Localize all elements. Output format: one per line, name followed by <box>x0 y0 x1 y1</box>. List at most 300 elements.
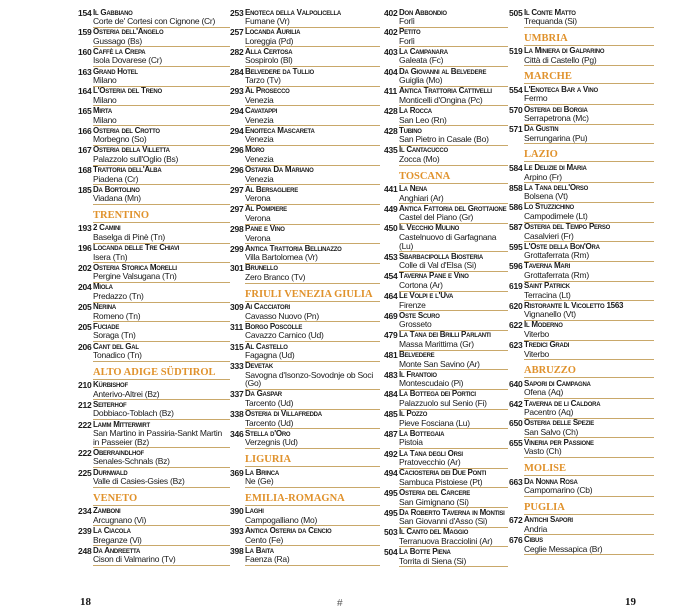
entry-body <box>524 282 654 302</box>
restaurant-location: Tarcento (Ud) <box>245 417 294 428</box>
index-entry <box>78 224 230 244</box>
entry-body <box>399 331 508 351</box>
index-entry <box>230 244 380 264</box>
entry-body <box>524 8 654 28</box>
restaurant-name: Locanda delle Tre Chiavi <box>93 243 180 253</box>
restaurant-name: Da Andreetta <box>93 545 141 555</box>
page-ref: 212 <box>78 399 92 410</box>
restaurant-location: Castel del Piano (Gr) <box>399 212 474 223</box>
entry-body <box>245 106 380 126</box>
restaurant-name: Tredici Gradi <box>524 340 570 350</box>
page-ref: 484 <box>384 389 398 400</box>
page-ref: 204 <box>78 282 92 293</box>
page-ref: 620 <box>509 300 523 311</box>
index-entry <box>509 379 654 399</box>
page-ref: 210 <box>78 380 92 391</box>
entry-body <box>93 303 230 323</box>
index-entry <box>384 252 508 272</box>
index-entry <box>384 272 508 292</box>
index-entry <box>384 311 508 331</box>
restaurant-location: Viadana (Mn) <box>93 193 141 204</box>
restaurant-location: Loreggia (Pd) <box>245 35 294 46</box>
page-ref: 390 <box>230 506 244 517</box>
index-entry <box>78 468 230 488</box>
restaurant-location: San Leo (Rn) <box>399 114 447 125</box>
index-entry <box>384 508 508 528</box>
restaurant-location: San Salvo (Ch) <box>524 426 579 437</box>
restaurant-name: La Tana dei Brilli Parlanti <box>399 330 491 340</box>
restaurant-name: Antica Fattoria del Grottaione <box>399 203 507 213</box>
restaurant-name: Osteria del Tempo Perso <box>524 222 611 231</box>
index-entry <box>384 204 508 224</box>
page-ref: 333 <box>230 361 244 372</box>
entry-body <box>245 146 380 166</box>
restaurant-location: Cison di Valmarino (Tv) <box>93 554 176 565</box>
restaurant-name: L'Osteria del Treno <box>93 86 162 96</box>
restaurant-location: Pieve Fosciana (Lu) <box>399 417 470 428</box>
page-ref: 571 <box>509 124 523 135</box>
index-entry <box>384 67 508 87</box>
restaurant-location: Tonadico (Tn) <box>93 350 142 361</box>
page-ref: 315 <box>230 341 244 352</box>
entry-body <box>245 264 380 284</box>
restaurant-location: Valle di Casies-Gsies (Bz) <box>93 476 185 487</box>
restaurant-location: Breganze (Vi) <box>93 534 142 545</box>
page-ref: 858 <box>509 182 523 193</box>
index-entry <box>509 341 654 361</box>
restaurant-location: Firenze <box>399 299 426 310</box>
restaurant-name: Don Abbondio <box>399 7 447 17</box>
index-entry <box>509 477 654 497</box>
restaurant-location: Cortona (Ar) <box>399 279 443 290</box>
index-entry <box>78 420 230 448</box>
index-entry <box>384 146 508 166</box>
index-entry <box>78 303 230 323</box>
restaurant-name: La Brinca <box>245 467 279 477</box>
restaurant-name: Taverna de li Caldora <box>524 398 601 408</box>
entry-body <box>399 410 508 430</box>
entry-body <box>524 321 654 341</box>
restaurant-location: Zocca (Mo) <box>399 153 440 164</box>
page-ref: 165 <box>78 105 92 116</box>
page-ref: 672 <box>509 515 523 526</box>
restaurant-location: Tarcento (Ud) <box>245 398 294 409</box>
index-entry <box>78 8 230 28</box>
index-entry <box>509 223 654 243</box>
restaurant-location: Palazzuolo sul Senio (Fi) <box>399 398 487 409</box>
restaurant-location: Predazzo (Tn) <box>93 291 144 302</box>
restaurant-name: Locanda Aurilia <box>245 27 301 37</box>
restaurant-location: Campomarino (Cb) <box>524 485 593 496</box>
restaurant-name: L'Oste della Bon'Ora <box>524 241 600 251</box>
restaurant-name: Taverna Mari <box>524 261 570 271</box>
index-entry <box>230 410 380 430</box>
restaurant-location: Casalvieri (Fr) <box>524 230 574 241</box>
entry-body <box>524 301 654 321</box>
page-ref: 168 <box>78 165 92 175</box>
restaurant-location: Campogalliano (Mo) <box>245 514 318 525</box>
restaurant-name: Osteria del Crotto <box>93 125 160 135</box>
restaurant-name: Zamboni <box>93 506 121 516</box>
restaurant-name: Devetak <box>245 361 273 371</box>
entry-body <box>93 185 230 205</box>
restaurant-name: Cavatappi <box>245 105 278 115</box>
restaurant-name: Osteria di Villafredda <box>245 409 322 419</box>
index-entry <box>230 106 380 126</box>
restaurant-name: Da Gaspar <box>245 389 282 399</box>
index-entry <box>78 146 230 166</box>
restaurant-name: Al Prosecco <box>245 86 290 96</box>
page-ref: 650 <box>509 418 523 429</box>
restaurant-location: Tarzo (Tv) <box>245 75 281 86</box>
restaurant-location: Milano <box>93 75 117 86</box>
restaurant-name: Le Delizie di Maria <box>524 162 587 172</box>
page-ref: 196 <box>78 243 92 254</box>
entry-body <box>93 263 230 283</box>
restaurant-name: Brunello <box>245 263 278 273</box>
entry-body <box>524 223 654 243</box>
entry-body <box>93 526 230 546</box>
restaurant-location: Romeno (Tn) <box>93 310 141 321</box>
restaurant-location: Fagagna (Ud) <box>245 350 295 361</box>
index-entry <box>384 28 508 48</box>
restaurant-name: Osteria dei Borgia <box>524 104 588 114</box>
restaurant-location: Massa Marittima (Gr) <box>399 339 474 349</box>
entry-body <box>245 410 380 430</box>
entry-body <box>524 379 654 399</box>
restaurant-location: Corte de' Cortesi con Cignone (Cr) <box>93 16 216 27</box>
index-entry <box>384 8 508 28</box>
page-ref: 293 <box>230 86 244 97</box>
entry-body <box>399 292 508 312</box>
restaurant-location: Morbegno (So) <box>93 134 147 145</box>
index-entry <box>78 166 230 186</box>
restaurant-name: Ristorante Il Vicoletto 1563 <box>524 300 624 310</box>
index-entry <box>78 106 230 126</box>
entry-body <box>245 342 380 362</box>
restaurant-name: Caciosteria dei Due Ponti <box>399 468 486 478</box>
entry-body <box>399 390 508 410</box>
page-ref: 519 <box>509 46 523 57</box>
entry-body <box>93 244 230 264</box>
page-ref: 435 <box>384 145 398 156</box>
index-entry <box>230 429 380 449</box>
index-column-1 <box>78 8 230 566</box>
entry-body <box>524 125 654 145</box>
restaurant-name: La Bottega dei Portici <box>399 389 476 399</box>
entry-body <box>399 87 508 107</box>
index-entry <box>509 203 654 223</box>
index-entry <box>230 362 380 390</box>
entry-body <box>524 341 654 361</box>
entry-body <box>399 469 508 489</box>
page-ref: 346 <box>230 428 244 439</box>
restaurant-name: La Miniera di Galparino <box>524 46 605 56</box>
region-heading: UMBRIA <box>524 33 654 46</box>
index-entry <box>78 263 230 283</box>
entry-body <box>399 272 508 292</box>
entry-body <box>524 477 654 497</box>
restaurant-location: Bolsena (Vt) <box>524 191 568 202</box>
page-ref: 222 <box>78 447 92 458</box>
index-entry <box>509 8 654 28</box>
restaurant-name: Grand Hotel <box>93 66 138 76</box>
page-ref: 464 <box>384 291 398 302</box>
page-ref: 294 <box>230 105 244 116</box>
restaurant-name: Antichi Sapori <box>524 515 573 525</box>
entry-body <box>399 146 508 166</box>
entry-body <box>524 242 654 262</box>
index-entry <box>230 166 380 186</box>
restaurant-location: Viterbo <box>524 329 550 340</box>
restaurant-location: Fumane (Vr) <box>245 16 290 27</box>
restaurant-name: Seiterhof <box>93 399 127 409</box>
entry-body <box>399 106 508 126</box>
entry-body <box>524 399 654 419</box>
entry-body <box>399 224 508 252</box>
restaurant-name: Pane e Vino <box>245 224 285 234</box>
restaurant-location: Cento (Fe) <box>245 534 284 545</box>
entry-body <box>93 342 230 362</box>
restaurant-location: Montescudaio (Pi) <box>399 378 464 389</box>
restaurant-location: Pratovecchio (Ar) <box>399 457 461 468</box>
page-ref: 495 <box>384 507 398 518</box>
entry-body <box>245 303 380 323</box>
restaurant-name: Cibus <box>524 534 543 544</box>
page-ref: 297 <box>230 184 244 195</box>
index-entry <box>78 448 230 468</box>
page-ref: 301 <box>230 263 244 274</box>
page-ref: 311 <box>230 321 243 332</box>
restaurant-name: La Nena <box>399 184 428 193</box>
index-entry <box>78 185 230 205</box>
restaurant-name: Osteria della Villetta <box>93 145 170 155</box>
restaurant-location: Verona <box>245 232 271 243</box>
entry-body <box>524 163 654 183</box>
restaurant-location: Forlì <box>399 35 415 46</box>
page-ref: 206 <box>78 341 92 352</box>
index-entry <box>78 126 230 146</box>
index-entry <box>384 528 508 548</box>
index-entry <box>230 67 380 87</box>
entry-body <box>399 126 508 146</box>
restaurant-location: Vasto (Ch) <box>524 446 562 457</box>
page-ref: 166 <box>78 125 92 136</box>
page-ref: 584 <box>509 162 523 173</box>
page-ref: 586 <box>509 202 523 213</box>
index-entry <box>78 28 230 48</box>
entry-body <box>524 203 654 223</box>
restaurant-location: Monticelli d'Ongina (Pc) <box>399 94 483 105</box>
entry-body <box>245 166 380 186</box>
restaurant-name: Vineria per Passione <box>524 437 594 447</box>
index-entry <box>384 429 508 449</box>
restaurant-name: Moro <box>245 145 265 155</box>
entry-body <box>399 8 508 28</box>
page-ref: 257 <box>230 27 244 38</box>
page-ref: 492 <box>384 448 398 459</box>
restaurant-location: Fermo <box>524 93 548 104</box>
restaurant-name: L'Enoteca Bar a Vino <box>524 84 598 94</box>
page-ref: 159 <box>78 27 92 38</box>
page-ref: 570 <box>509 104 523 115</box>
page-ref: 453 <box>384 251 398 262</box>
restaurant-location: Verona <box>245 193 271 204</box>
page-ref: 441 <box>384 184 398 194</box>
restaurant-name: Mirta <box>93 105 112 115</box>
restaurant-name: Le Volpi e l'Uva <box>399 291 454 301</box>
index-column-3 <box>384 8 508 567</box>
restaurant-location: Viterbo <box>524 348 550 359</box>
page-ref: 676 <box>509 534 523 545</box>
page-ref: 297 <box>230 204 244 215</box>
restaurant-name: Belvedere da Tullio <box>245 66 314 76</box>
restaurant-location: Colle di Val d'Elsa (Si) <box>399 260 477 271</box>
restaurant-name: Osteria delle Spezie <box>524 418 595 428</box>
page-ref: 663 <box>509 476 523 487</box>
entry-body <box>524 438 654 458</box>
page-number-left: 18 <box>80 596 91 608</box>
index-entry <box>384 469 508 489</box>
restaurant-location: Venezia <box>245 153 274 164</box>
restaurant-location: Terracina (Lt) <box>524 289 571 300</box>
region-heading: ALTO ADIGE SÜDTIROL <box>93 367 230 380</box>
index-entry <box>78 87 230 107</box>
restaurant-name: Sbarbacipolla Biosteria <box>399 251 483 261</box>
page-ref: 248 <box>78 545 92 556</box>
page-ref: 404 <box>384 66 398 77</box>
restaurant-location: Trequanda (Si) <box>524 16 577 27</box>
restaurant-location: Pistoia <box>399 437 423 448</box>
restaurant-location: Piadena (Cr) <box>93 173 139 184</box>
restaurant-location: Serrungarina (Pu) <box>524 132 588 143</box>
page-ref: 234 <box>78 506 92 517</box>
index-entry <box>230 546 380 566</box>
restaurant-location: Venezia <box>245 94 274 105</box>
entry-body <box>93 67 230 87</box>
index-entry <box>230 87 380 107</box>
page-ref: 411 <box>384 86 397 97</box>
restaurant-name: Antica Trattoria Bellinazzo <box>245 243 342 253</box>
entry-body <box>245 362 380 390</box>
restaurant-location: Campodimele (Lt) <box>524 210 588 221</box>
region-heading: VENETO <box>93 493 230 506</box>
restaurant-name: Alla Certosa <box>245 46 293 56</box>
restaurant-name: Il Vecchio Mulino <box>399 223 460 233</box>
index-entry <box>509 47 654 67</box>
page-ref: 623 <box>509 340 523 351</box>
page-ref: 449 <box>384 203 398 214</box>
entry-body <box>245 8 380 28</box>
restaurant-name: Da Roberto Taverna in Montisi <box>399 507 505 517</box>
page-ref: 163 <box>78 66 92 77</box>
page-ref: 485 <box>384 409 398 420</box>
page-ref: 505 <box>509 7 523 18</box>
entry-body <box>524 47 654 67</box>
restaurant-name: Petito <box>399 27 421 37</box>
restaurant-location: San Pietro in Casale (Bo) <box>399 134 489 145</box>
restaurant-name: Nerina <box>93 302 116 312</box>
restaurant-name: La Bottegaia <box>399 428 445 438</box>
restaurant-location: Venezia <box>245 114 274 125</box>
index-entry <box>509 105 654 125</box>
restaurant-location: Venezia <box>245 173 274 184</box>
restaurant-name: Durnwald <box>93 467 128 477</box>
entry-body <box>524 262 654 282</box>
page-ref: 338 <box>230 409 244 420</box>
entry-body <box>399 547 508 567</box>
restaurant-location: San Giovanni d'Asso (Si) <box>399 516 488 527</box>
restaurant-location: Soraga (Tn) <box>93 330 136 341</box>
restaurant-location: Savogna d'Isonzo-Sovodnje ob Soci (Go) <box>245 369 374 389</box>
page-ref: 450 <box>384 223 398 234</box>
index-entry <box>509 242 654 262</box>
index-entry <box>230 146 380 166</box>
restaurant-location: Sambuca Pistoiese (Pt) <box>399 476 483 487</box>
restaurant-name: La Botte Piena <box>399 546 451 556</box>
restaurant-name: La Tana dell'Orso <box>524 182 589 192</box>
entry-body <box>399 351 508 371</box>
index-entry <box>78 526 230 546</box>
restaurant-location: Sospirolo (Bl) <box>245 55 293 66</box>
page-ref: 479 <box>384 330 398 341</box>
index-entry <box>509 321 654 341</box>
restaurant-name: Osteria dell'Angelo <box>93 27 164 37</box>
entry-body <box>93 400 230 420</box>
restaurant-location: Dobbiaco-Toblach (Bz) <box>93 408 174 419</box>
page-ref: 642 <box>509 398 523 409</box>
entry-body <box>399 47 508 67</box>
index-entry <box>230 47 380 67</box>
index-entry <box>384 292 508 312</box>
restaurant-name: La Ciacola <box>93 525 131 535</box>
restaurant-name: Al Pompiere <box>245 204 287 214</box>
restaurant-location: Terranuova Bracciolini (Ar) <box>399 535 493 546</box>
entry-body <box>93 87 230 107</box>
restaurant-name: Il Gabbiano <box>93 7 133 17</box>
index-entry <box>384 126 508 146</box>
restaurant-location: Zero Branco (Tv) <box>245 272 306 283</box>
restaurant-name: Kürbishof <box>93 380 128 390</box>
page-ref: 481 <box>384 350 398 361</box>
restaurant-location: Milano <box>93 94 117 105</box>
index-entry <box>509 282 654 302</box>
index-entry <box>78 342 230 362</box>
entry-body <box>245 185 380 205</box>
page-ref: 205 <box>78 321 92 332</box>
page-ref: 154 <box>78 7 92 18</box>
page-ref: 164 <box>78 86 92 97</box>
entry-body <box>399 67 508 87</box>
entry-body <box>399 204 508 224</box>
restaurant-name: Oste Scuro <box>399 310 440 320</box>
restaurant-location: Faenza (Ra) <box>245 554 290 565</box>
index-entry <box>384 87 508 107</box>
restaurant-name: Il Cantacucco <box>399 145 448 155</box>
restaurant-location: Pacentro (Aq) <box>524 407 574 418</box>
page-ref: 239 <box>78 525 92 536</box>
index-entry <box>509 419 654 439</box>
restaurant-location: Isera (Tn) <box>93 251 128 262</box>
entry-body <box>399 252 508 272</box>
index-entry <box>384 370 508 390</box>
index-entry <box>384 390 508 410</box>
restaurant-location: Vignanello (Vt) <box>524 309 576 320</box>
index-entry <box>230 342 380 362</box>
restaurant-name: La Baita <box>245 545 274 555</box>
entry-body <box>524 85 654 105</box>
entry-body <box>245 468 380 488</box>
